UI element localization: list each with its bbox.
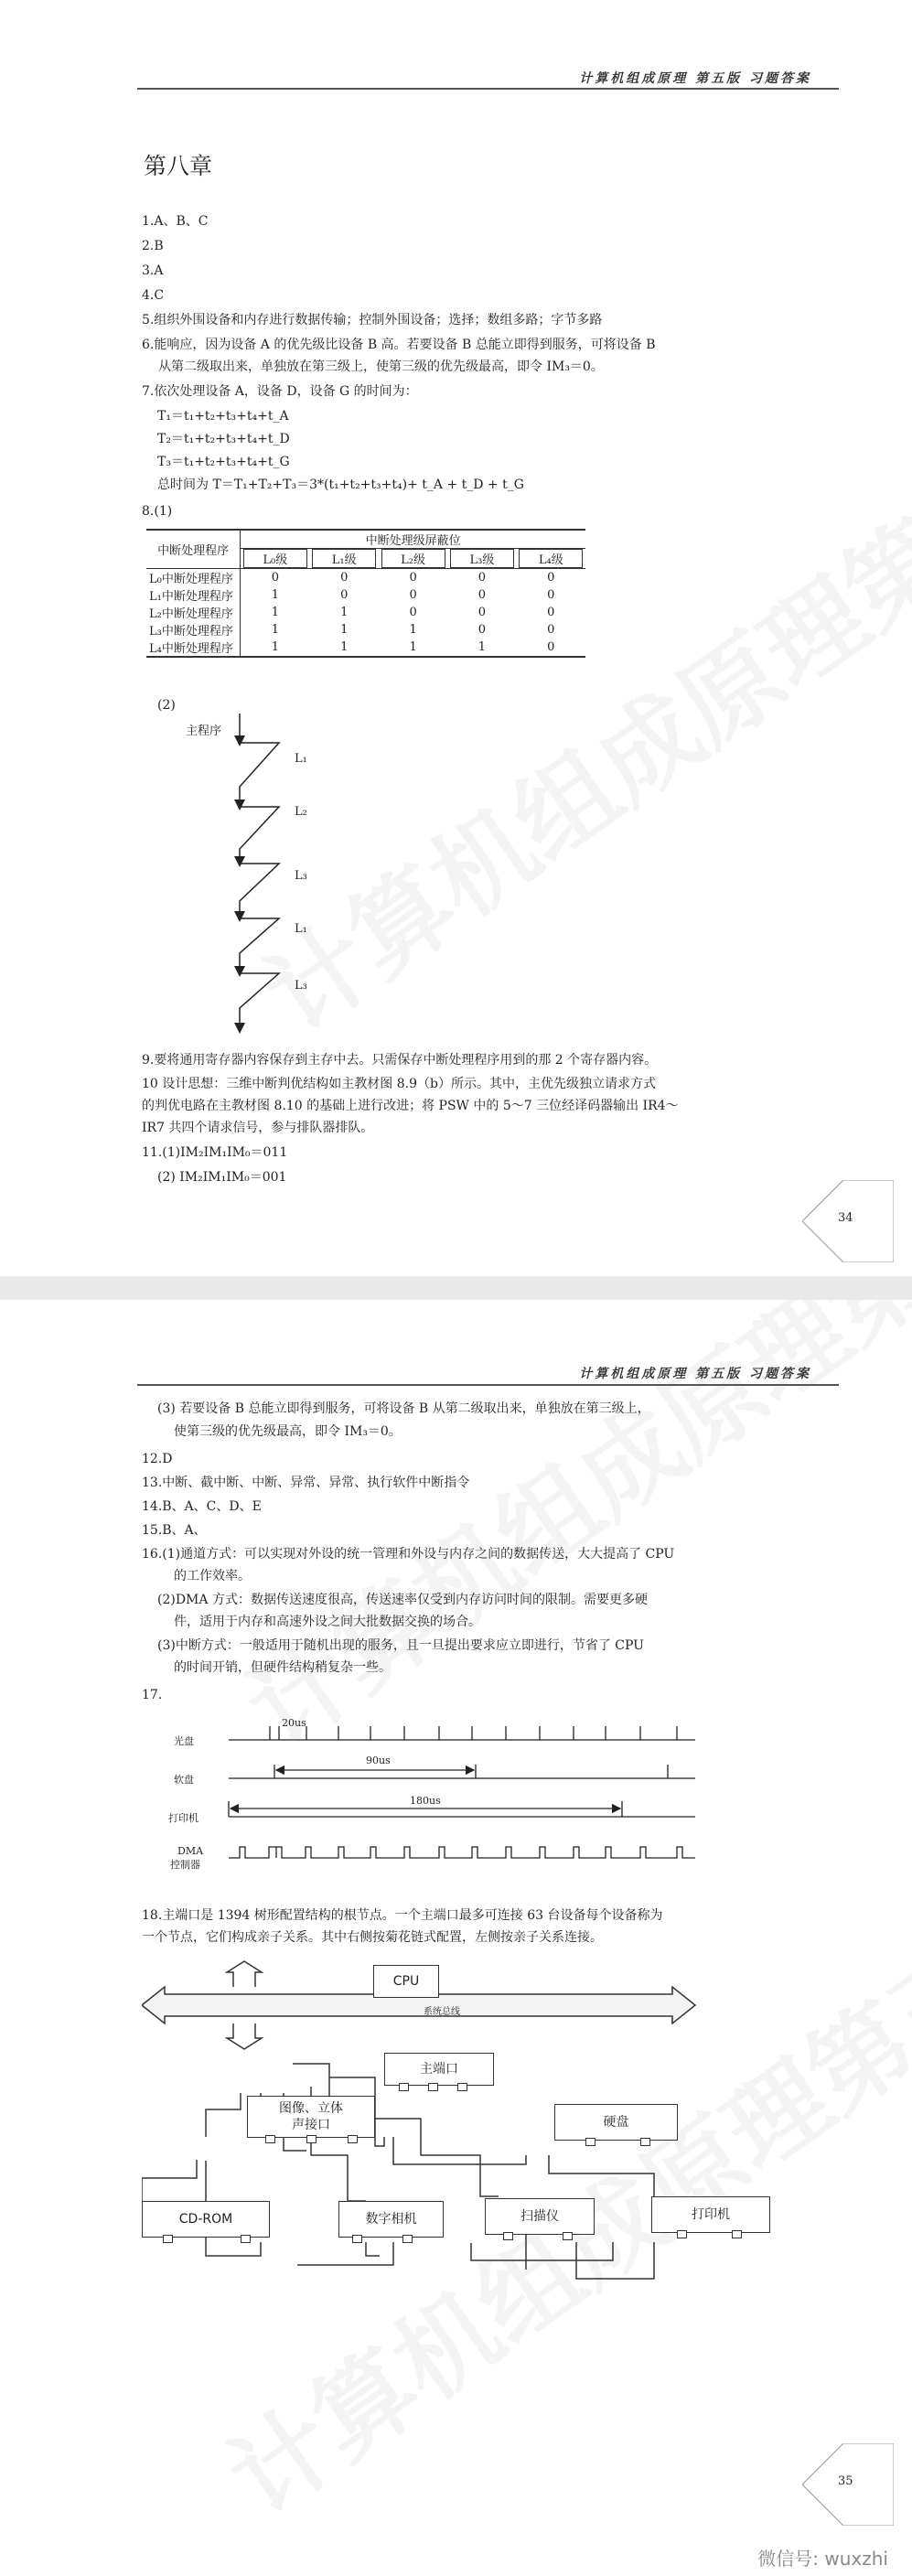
header-rule [137, 1384, 839, 1386]
port [457, 2083, 467, 2091]
answer-line: 9.要将通用寄存器内容保存到主存中去。只需保存中断处理程序用到的那 2 个寄存器内容。 [142, 1053, 658, 1068]
part-label: (2) [157, 698, 176, 713]
table-cell: L₂中断处理程序 [146, 604, 241, 621]
table-row [146, 569, 585, 587]
digital-camera-box: 数字相机 [338, 2201, 444, 2238]
table-cell: 1 [271, 588, 279, 602]
table-cell: 0 [547, 571, 555, 585]
main-port-box: 主端口 [384, 2053, 494, 2086]
table-header: L₂级 [381, 549, 445, 568]
port [163, 2235, 173, 2243]
answer-line: 4.C [142, 288, 165, 303]
formula-line: T₃＝t₁+t₂+t₃+t₄+t_G [157, 455, 290, 469]
table-row [146, 639, 585, 657]
header-rule [137, 88, 839, 90]
formula-line: T₁＝t₁+t₂+t₃+t₄+t_A [157, 409, 289, 424]
table-header: L₄级 [519, 549, 583, 568]
table-row [146, 621, 585, 639]
timing-row-label: 光盘 [174, 1735, 194, 1747]
port [399, 2083, 409, 2091]
table-cell: 1 [340, 623, 349, 637]
table-cell: 0 [340, 588, 349, 602]
answer-line: 16.(1)通道方式：可以实现对外设的统一管理和外设与内存之间的数据传送，大大提高了 CPU [142, 1547, 675, 1562]
port [306, 2135, 317, 2143]
running-header: 计算机组成原理 第五版 习题答案 [579, 1367, 811, 1381]
port [402, 2235, 413, 2243]
bus-topology-diagram [142, 1954, 782, 2320]
answer-line: 18.主端口是 1394 树形配置结构的根节点。一个主端口最多可连接 63 台设备每个设备称为 [142, 1908, 663, 1923]
table-cell: L₁中断处理程序 [146, 586, 241, 604]
table-cell: 1 [477, 640, 487, 654]
answer-line: (2)DMA 方式：数据传送速度很高，传送速率仅受到内存访问时间的限制。需要更多硬 [157, 1593, 648, 1607]
level-label: L₁ [295, 922, 307, 936]
answer-line: 件，适用于内存和高速外设之间大批数据交换的场合。 [174, 1615, 481, 1629]
level-label: L₃ [295, 869, 307, 883]
table-header: L₃级 [450, 549, 514, 568]
timing-row-label: DMA [177, 1845, 204, 1857]
answer-line: 7.依次处理设备 A，设备 D，设备 G 的时间为： [142, 384, 418, 399]
table-cell: L₃中断处理程序 [146, 621, 241, 639]
port [352, 2235, 362, 2243]
timing-row-label: 控制器 [170, 1859, 200, 1871]
table-cell: L₀中断处理程序 [146, 569, 241, 587]
table-cell: 0 [547, 623, 555, 637]
table-cell: 1 [340, 606, 349, 619]
hard-disk-box: 硬盘 [554, 2104, 678, 2141]
table-cell: 1 [409, 623, 417, 637]
table-cell: 0 [477, 623, 487, 637]
table-cell: 0 [477, 588, 487, 602]
table-header: L₁级 [312, 549, 376, 568]
answer-line: 一个节点，它们构成亲子关系。其中右侧按菊花链式配置，左侧按亲子关系连接。 [142, 1930, 603, 1945]
port [585, 2138, 595, 2146]
answer-line: 2.B [142, 239, 164, 253]
level-label: L₂ [295, 805, 307, 819]
table-cell: 0 [477, 571, 487, 585]
answer-line: (2) IM₂IM₁IM₀＝001 [157, 1170, 287, 1185]
table-header: 中断处理程序 [146, 530, 241, 569]
answer-line: 的时间开销，但硬件结构稍复杂一些。 [174, 1660, 392, 1675]
interrupt-nesting-diagram [220, 714, 302, 1034]
page-number: 34 [838, 1211, 853, 1225]
table-cell: 1 [409, 640, 417, 654]
port [677, 2230, 687, 2238]
table-cell: 0 [340, 571, 349, 585]
interval-label: 90us [366, 1755, 391, 1766]
port [241, 2235, 251, 2243]
page-34 [0, 0, 912, 1276]
chapter-title: 第八章 [144, 153, 213, 179]
answer-line: 5.组织外围设备和内存进行数据传输；控制外围设备；选择；数组多路；字节多路 [142, 313, 603, 327]
table-row [146, 604, 585, 621]
table-cell: 0 [409, 606, 417, 619]
running-header: 计算机组成原理 第五版 习题答案 [579, 71, 811, 86]
answer-line: 使第三级的优先级最高，即令 IM₃＝0。 [174, 1424, 402, 1439]
answer-line: IR7 共四个请求信号，参与排队器排队。 [142, 1121, 374, 1135]
port [503, 2232, 513, 2240]
cdrom-box: CD-ROM [142, 2201, 270, 2238]
table-cell: 1 [271, 623, 279, 637]
table-cell: 0 [547, 606, 555, 619]
answer-line: 6.能响应，因为设备 A 的优先级比设备 B 高。若要设备 B 总能立即得到服务，可将设备 B [142, 338, 656, 352]
main-program-label: 主程序 [186, 724, 222, 738]
cpu-box: CPU [373, 1965, 439, 1998]
table-cell: 0 [547, 640, 555, 654]
page-number: 35 [838, 2474, 853, 2488]
answer-line: 17. [142, 1688, 163, 1702]
table-cell: L₄中断处理程序 [146, 639, 241, 657]
mask-table [146, 529, 585, 658]
wechat-id: 微信号: wuxzhi [757, 2548, 888, 2570]
table-cell: 1 [271, 640, 279, 654]
level-label: L₁ [295, 752, 307, 766]
image-interface-line: 图像、立体 [279, 2101, 343, 2116]
interval-label: 180us [410, 1795, 441, 1807]
answer-line: 15.B、A、 [142, 1523, 207, 1538]
level-label: L₃ [295, 979, 307, 993]
answer-line: 3.A [142, 263, 164, 278]
port [348, 2135, 358, 2143]
image-interface-box [247, 2096, 375, 2138]
watermark [232, 365, 912, 1060]
table-cell: 0 [409, 588, 417, 602]
answer-line: 12.D [142, 1452, 173, 1466]
answer-line: 的判优电路在主教材图 8.10 的基础上进行改进；将 PSW 中的 5～7 三位经译码器输出 IR4～ [142, 1099, 679, 1113]
page-35 [0, 1300, 912, 2576]
formula-line: 总时间为 T＝T₁+T₂+T₃＝3*(t₁+t₂+t₃+t₄)+ t_A + t_D + t_G [157, 478, 524, 492]
port [563, 2232, 573, 2240]
table-header: L₀级 [243, 549, 307, 568]
printer-box: 打印机 [651, 2196, 770, 2233]
timing-row-label: 打印机 [168, 1812, 198, 1824]
answer-line: 从第二级取出来，单独放在第三级上，使第三级的优先级最高，即令 IM₃＝0。 [158, 360, 604, 374]
answer-line: 1.A、B、C [142, 214, 209, 229]
timing-row-label: 软盘 [174, 1774, 194, 1786]
table-cell: 0 [409, 571, 417, 585]
port [428, 2083, 438, 2091]
answer-line: 11.(1)IM₂IM₁IM₀＝011 [142, 1145, 288, 1160]
image-interface-line: 声接口 [292, 2118, 330, 2132]
table-row [146, 586, 585, 604]
answer-line: 10 设计思想：三维中断判优结构如主教材图 8.9（b）所示。其中，主优先级独立请求方式 [142, 1077, 656, 1091]
answer-line: 的工作效率。 [174, 1569, 251, 1583]
table-group-header: 中断处理级屏蔽位 [241, 530, 585, 549]
port [732, 2230, 742, 2238]
table-cell: 1 [340, 640, 349, 654]
scanner-box: 扫描仪 [485, 2198, 595, 2235]
port [640, 2138, 650, 2146]
answer-line: 14.B、A、C、D、E [142, 1499, 262, 1514]
port [265, 2135, 275, 2143]
answer-line: (3) 若要设备 B 总能立即得到服务，可将设备 B 从第二级取出来，单独放在第三级上， [157, 1401, 650, 1416]
formula-line: T₂＝t₁+t₂+t₃+t₄+t_D [157, 432, 290, 446]
interval-label: 20us [282, 1717, 306, 1729]
answer-line: 13.中断、截中断、中断、异常、异常、执行软件中断指令 [142, 1476, 470, 1490]
table-cell: 0 [477, 606, 487, 619]
table-cell: 0 [271, 571, 279, 585]
answer-line: (3)中断方式：一般适用于随机出现的服务，且一旦提出要求应立即进行，节省了 CPU [157, 1638, 644, 1653]
table-cell: 0 [547, 588, 555, 602]
system-bus-label: 系统总线 [424, 2007, 460, 2017]
table-cell: 1 [271, 606, 279, 619]
answer-line: 8.(1) [142, 504, 173, 519]
